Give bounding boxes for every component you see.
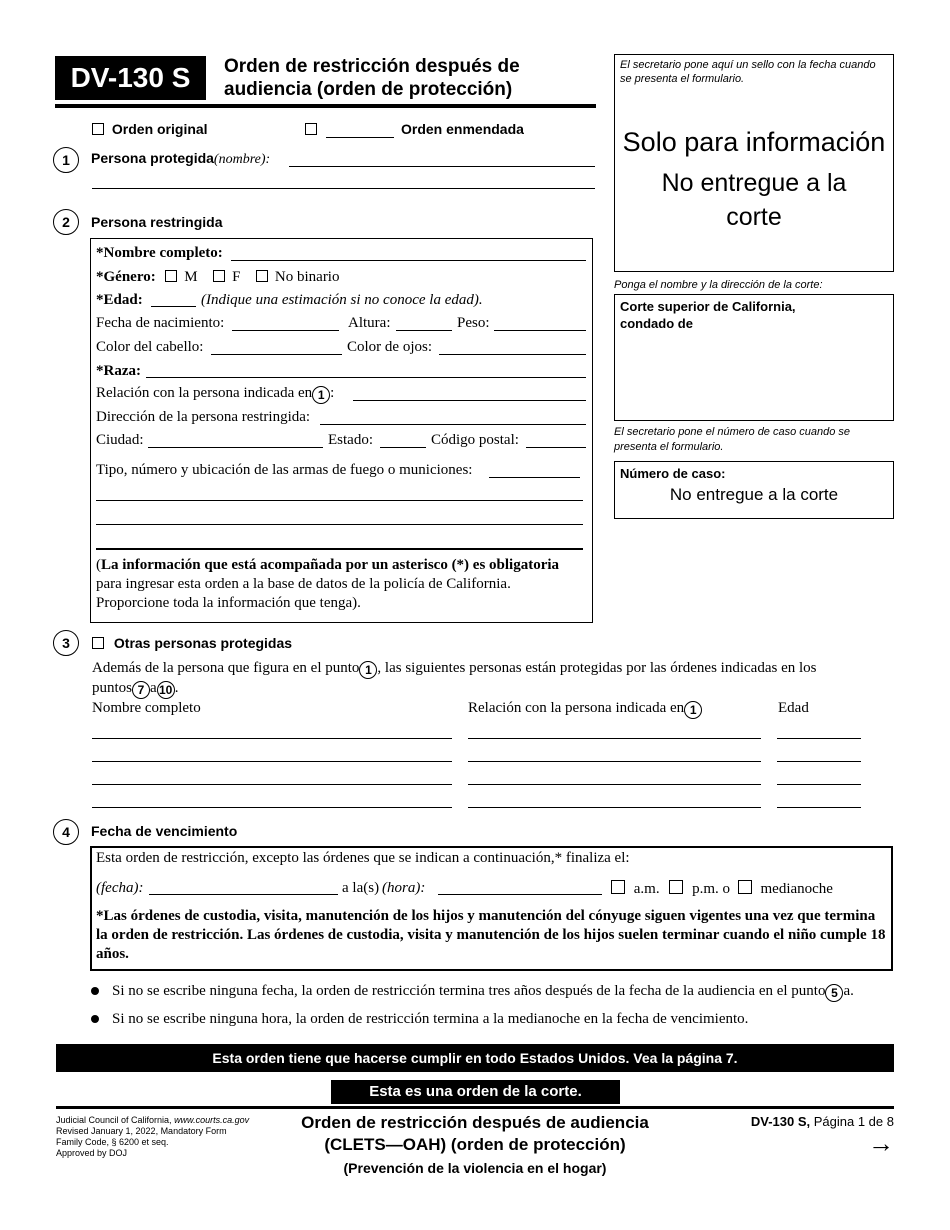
age-label: *Edad: bbox=[96, 292, 143, 308]
bullet-no-hour: Si no se escribe ninguna hora, la orden de restricción termina a la medianoche en la fecha de vencimiento. bbox=[112, 1011, 749, 1027]
other-age-field[interactable] bbox=[777, 738, 861, 739]
form-code: DV-130 S bbox=[70, 62, 191, 93]
page-number: DV-130 S, Página 1 de 8 bbox=[750, 1114, 894, 1129]
mandatory-note: (La información que está acompañada por un asterisco (*) es obligatoria para ingresar esta orden a la base de datos de la policía de California. Proporcione toda la información que tenga). bbox=[96, 557, 560, 611]
enforcement-banner: Esta orden tiene que hacerse cumplir en todo Estados Unidos. Vea la página 7. bbox=[56, 1044, 894, 1072]
dob-field[interactable] bbox=[232, 330, 339, 331]
footer-rule bbox=[56, 1106, 894, 1109]
exp-hour-field[interactable] bbox=[438, 894, 602, 895]
eyes-label: Color de ojos: bbox=[347, 339, 432, 355]
case-number-note: El secretario pone el número de caso cuando se presenta el formulario. bbox=[614, 426, 851, 453]
bullet-icon bbox=[91, 987, 99, 995]
exp-date-field[interactable] bbox=[149, 894, 338, 895]
footer-title: Orden de restricción después de audiencia (CLETS—OAH) (orden de protección) (Prevención de la violencia en el hogar) bbox=[301, 1113, 649, 1176]
other-relation-field[interactable] bbox=[468, 738, 761, 739]
eyes-field[interactable] bbox=[439, 354, 586, 355]
age-hint: (Indique una estimación si no conoce la edad). bbox=[201, 292, 483, 308]
other-name-field[interactable] bbox=[92, 784, 452, 785]
other-relation-field[interactable] bbox=[468, 807, 761, 808]
race-field[interactable] bbox=[146, 377, 586, 378]
col-relation-header: Relación con la persona indicada en 1 bbox=[468, 700, 702, 719]
header-rule bbox=[55, 104, 596, 108]
court-address-label: Ponga el nombre y la dirección de la corte: bbox=[614, 279, 823, 291]
city-field[interactable] bbox=[148, 447, 323, 448]
other-protected-option[interactable]: Otras personas protegidas bbox=[92, 635, 292, 651]
exp-date-label: (fecha): bbox=[96, 880, 144, 896]
court-order-banner: Esta es una orden de la corte. bbox=[331, 1080, 620, 1104]
age-field[interactable] bbox=[151, 306, 196, 307]
address-label: Dirección de la persona restringida: bbox=[96, 409, 311, 425]
other-name-field[interactable] bbox=[92, 807, 452, 808]
height-label: Altura: bbox=[348, 315, 391, 331]
item-2-label: Persona restringida bbox=[91, 214, 223, 230]
exp-at-label: a la(s) bbox=[342, 880, 380, 896]
item-4-number: 4 bbox=[53, 819, 79, 845]
other-relation-field[interactable] bbox=[468, 761, 761, 762]
relation-field[interactable] bbox=[353, 400, 586, 401]
item-4-label: Fecha de vencimiento bbox=[91, 823, 238, 839]
race-label: *Raza: bbox=[96, 363, 141, 379]
height-field[interactable] bbox=[396, 330, 452, 331]
firearms-field-2[interactable] bbox=[96, 500, 583, 501]
court-address-box: Corte superior de California, condado de bbox=[614, 294, 894, 421]
firearms-field-4[interactable] bbox=[96, 548, 583, 550]
am-checkbox[interactable] bbox=[611, 880, 625, 894]
hair-label: Color del cabello: bbox=[96, 339, 204, 355]
relation-label: Relación con la persona indicada en 1 : bbox=[96, 385, 335, 402]
bullet-icon bbox=[91, 1015, 99, 1023]
item-ref-10: 10 bbox=[157, 681, 175, 699]
other-age-field[interactable] bbox=[777, 807, 861, 808]
full-name-label: *Nombre completo: bbox=[96, 245, 223, 261]
gender-nonbinary-checkbox[interactable] bbox=[256, 270, 268, 282]
gender-m-checkbox[interactable] bbox=[165, 270, 177, 282]
order-original-checkbox[interactable] bbox=[92, 123, 104, 135]
page-title: Orden de restricción después de audiencia (orden de protección) bbox=[224, 56, 520, 100]
gender-f-checkbox[interactable] bbox=[213, 270, 225, 282]
expiration-intro: Esta orden de restricción, excepto las órdenes que se indican a continuación,* finaliza el: bbox=[96, 850, 630, 866]
weight-label: Peso: bbox=[457, 315, 490, 331]
item-3-number: 3 bbox=[53, 630, 79, 656]
custody-note: *Las órdenes de custodia, visita, manutención de los hijos y manutención del cónyuge siguen vigentes una vez que termina la orden de restricción. Las órdenes de custodia, visita y manutención de los hijos suelen terminar cuando el niño cumple 18 años. bbox=[96, 908, 886, 962]
other-protected-checkbox[interactable] bbox=[92, 637, 104, 649]
item-ref-7: 7 bbox=[132, 681, 150, 699]
firearms-field[interactable] bbox=[489, 477, 580, 478]
case-number-box: Número de caso: No entregue a la corte bbox=[614, 461, 894, 519]
courts-link[interactable]: www.courts.ca.gov bbox=[174, 1115, 250, 1125]
footer-left: Judicial Council of California, www.courts.ca.gov Revised January 1, 2022, Mandatory Form Family Code, § 6200 et seq. Approved by DOJ bbox=[56, 1115, 250, 1158]
item-ref-1: 1 bbox=[312, 386, 330, 404]
other-age-field[interactable] bbox=[777, 761, 861, 762]
other-age-field[interactable] bbox=[777, 784, 861, 785]
protected-person-name-field[interactable] bbox=[289, 166, 595, 167]
zip-field[interactable] bbox=[526, 447, 586, 448]
hair-field[interactable] bbox=[211, 354, 342, 355]
order-original-option[interactable]: Orden original bbox=[92, 121, 208, 137]
zip-label: Código postal: bbox=[431, 432, 519, 448]
item-1-number: 1 bbox=[53, 147, 79, 173]
pm-checkbox[interactable] bbox=[669, 880, 683, 894]
item-3-description: Además de la persona que figura en el punto 1 , las siguientes personas están protegidas por las órdenes indicadas en los puntos 7 a 10 . bbox=[92, 660, 817, 697]
item-ref-1: 1 bbox=[359, 661, 377, 679]
weight-field[interactable] bbox=[494, 330, 586, 331]
exp-time-options: a.m. p.m. o medianoche bbox=[611, 880, 833, 898]
order-amended-label: Orden enmendada bbox=[401, 121, 524, 137]
clerk-stamp-box: El secretario pone aquí un sello con la fecha cuando se presenta el formulario. Solo para información No entregue a la corte bbox=[614, 54, 894, 272]
gender-row: *Género: M F No binario bbox=[96, 269, 340, 285]
item-ref-5: 5 bbox=[825, 984, 843, 1002]
protected-person-name-field-2[interactable] bbox=[92, 188, 595, 189]
state-label: Estado: bbox=[328, 432, 373, 448]
bullet-no-date: Si no se escribe ninguna fecha, la orden de restricción termina tres años después de la fecha de la audiencia en el punto 5 a. bbox=[112, 983, 854, 1000]
other-name-field[interactable] bbox=[92, 761, 452, 762]
state-field[interactable] bbox=[380, 447, 426, 448]
next-page-arrow-icon[interactable]: → bbox=[868, 1128, 894, 1158]
order-amended-option[interactable] bbox=[305, 121, 317, 137]
full-name-field[interactable] bbox=[231, 260, 586, 261]
item-1-label: Persona protegida(nombre): bbox=[91, 150, 271, 167]
amended-number-field[interactable] bbox=[326, 137, 394, 138]
address-field[interactable] bbox=[320, 424, 586, 425]
city-label: Ciudad: bbox=[96, 432, 144, 448]
item-ref-1: 1 bbox=[684, 701, 702, 719]
dob-label: Fecha de nacimiento: bbox=[96, 315, 225, 331]
midnight-checkbox[interactable] bbox=[738, 880, 752, 894]
item-2-number: 2 bbox=[53, 209, 79, 235]
exp-hour-label: (hora): bbox=[382, 880, 426, 896]
col-name-header: Nombre completo bbox=[92, 700, 201, 716]
firearms-label: Tipo, número y ubicación de las armas de fuego o municiones: bbox=[96, 462, 473, 478]
form-code-badge bbox=[55, 56, 206, 100]
order-amended-checkbox[interactable] bbox=[305, 123, 317, 135]
col-age-header: Edad bbox=[778, 700, 809, 716]
firearms-field-3[interactable] bbox=[96, 524, 583, 525]
other-relation-field[interactable] bbox=[468, 784, 761, 785]
other-name-field[interactable] bbox=[92, 738, 452, 739]
